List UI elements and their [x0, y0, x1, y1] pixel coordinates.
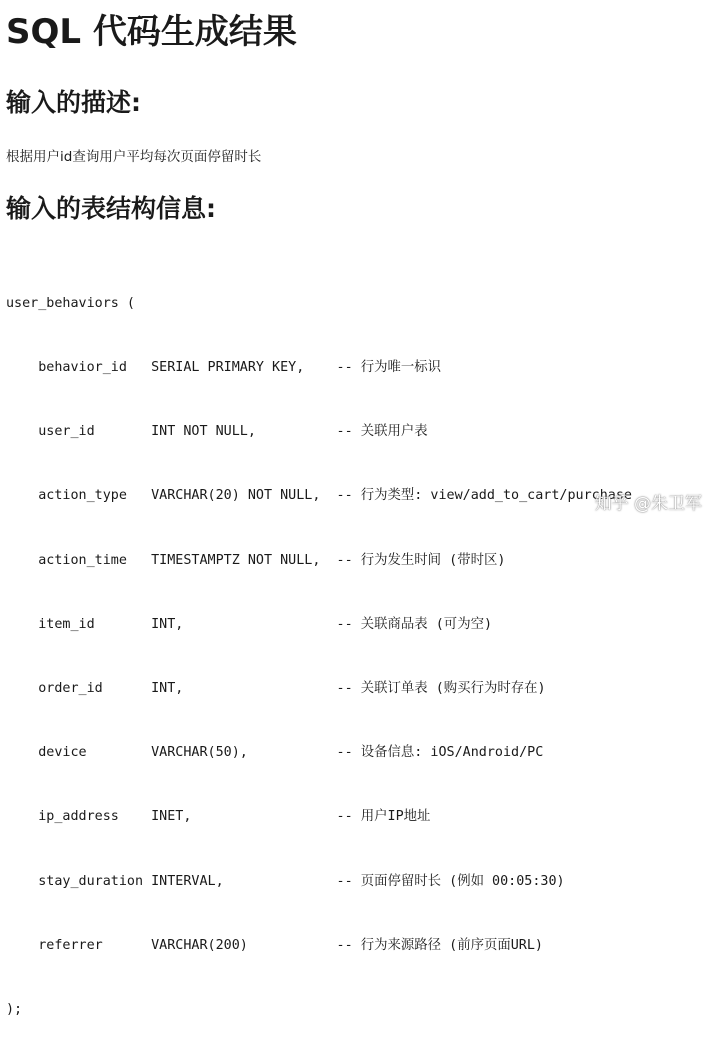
- code-line: user_behaviors (: [6, 295, 135, 311]
- description-text: 根据用户id查询用户平均每次页面停留时长: [6, 149, 262, 165]
- code-line: referrer VARCHAR(200) -- 行为来源路径 (前序页面URL): [6, 937, 543, 953]
- description-heading: 输入的描述:: [6, 88, 141, 117]
- code-line: order_id INT, -- 关联订单表 (购买行为时存在): [6, 681, 546, 697]
- schema-code-block: [6, 250, 632, 1052]
- code-line: behavior_id SERIAL PRIMARY KEY, -- 行为唯一标识: [6, 360, 442, 376]
- code-line: device VARCHAR(50), -- 设备信息: iOS/Android/PC: [6, 745, 544, 761]
- code-line: user_id INT NOT NULL, -- 关联用户表: [6, 424, 428, 440]
- schema-heading: 输入的表结构信息:: [6, 194, 216, 223]
- code-line: );: [6, 1002, 23, 1018]
- code-line: action_type VARCHAR(20) NOT NULL, -- 行为类型: view/add_to_cart/purchase: [6, 488, 632, 504]
- watermark: 知乎 @朱卫军: [594, 494, 702, 514]
- code-line: ip_address INET, -- 用户IP地址: [6, 809, 431, 825]
- page-title: SQL 代码生成结果: [6, 12, 297, 52]
- code-line: action_time TIMESTAMPTZ NOT NULL, -- 行为发生时间 (带时区): [6, 552, 506, 568]
- code-line: stay_duration INTERVAL, -- 页面停留时长 (例如 00:05:30): [6, 873, 565, 889]
- code-line: item_id INT, -- 关联商品表 (可为空): [6, 616, 493, 632]
